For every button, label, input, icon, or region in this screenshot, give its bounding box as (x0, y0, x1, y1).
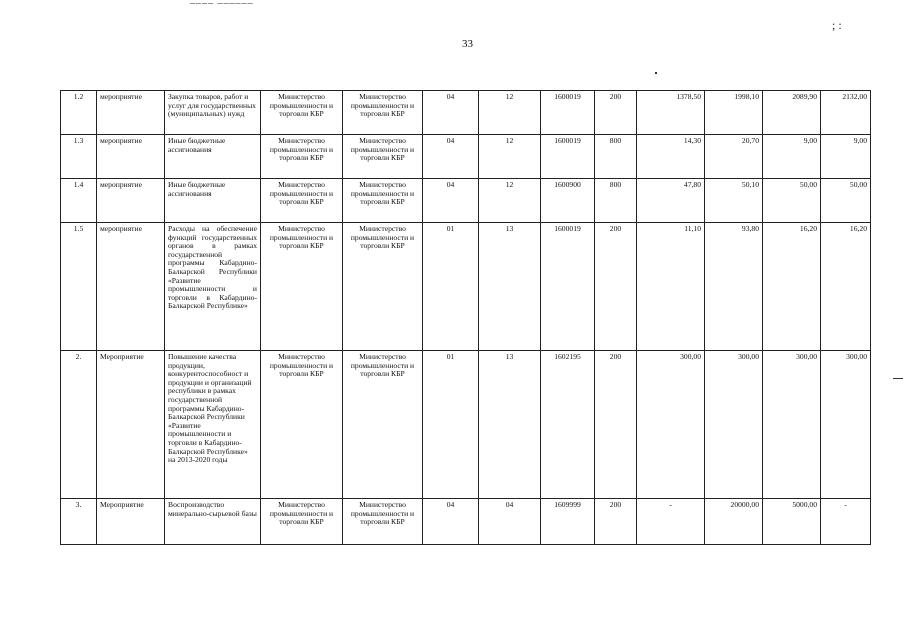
value-2: 20,70 (705, 135, 763, 179)
scan-edge-mark (893, 378, 903, 379)
budget-code-4: 800 (595, 179, 637, 223)
budget-code-3: 1600019 (541, 223, 595, 351)
row-type: Мероприятие (97, 499, 165, 545)
value-1: 11,10 (637, 223, 705, 351)
table-row (61, 135, 871, 179)
table-row (61, 223, 871, 351)
row-number: 1.4 (61, 179, 97, 223)
budget-code-2: 12 (479, 135, 541, 179)
budget-code-1: 01 (423, 351, 479, 499)
value-1: 47,80 (637, 179, 705, 223)
co-executor: Министерство промышленности и торговли КБР (343, 351, 423, 499)
budget-code-2: 13 (479, 351, 541, 499)
responsible-executor: Министерство промышленности и торговли КБР (261, 179, 343, 223)
responsible-executor: Министерство промышленности и торговли КБР (261, 499, 343, 545)
value-2: 93,80 (705, 223, 763, 351)
value-2: 1998,10 (705, 91, 763, 135)
budget-code-3: 1602195 (541, 351, 595, 499)
budget-code-4: 200 (595, 351, 637, 499)
value-2: 300,00 (705, 351, 763, 499)
responsible-executor: Министерство промышленности и торговли КБР (261, 135, 343, 179)
row-type: мероприятие (97, 135, 165, 179)
value-4: 50,00 (821, 179, 871, 223)
table-row (61, 351, 871, 499)
budget-code-1: 04 (423, 135, 479, 179)
budget-code-4: 200 (595, 223, 637, 351)
budget-code-3: 1600019 (541, 91, 595, 135)
value-1: 300,00 (637, 351, 705, 499)
row-number: 2. (61, 351, 97, 499)
co-executor: Министерство промышленности и торговли КБР (343, 179, 423, 223)
budget-code-3: 1609999 (541, 499, 595, 545)
co-executor: Министерство промышленности и торговли КБР (343, 223, 423, 351)
budget-code-1: 01 (423, 223, 479, 351)
budget-code-2: 12 (479, 91, 541, 135)
co-executor: Министерство промышленности и торговли КБР (343, 91, 423, 135)
value-4: 16,20 (821, 223, 871, 351)
value-4: - (821, 499, 871, 545)
value-2: 20000,00 (705, 499, 763, 545)
value-3: 5000,00 (763, 499, 821, 545)
row-name: Закупка товаров, работ и услуг для государственных (муниципальных) нужд (165, 91, 261, 135)
table-row (61, 179, 871, 223)
budget-code-4: 200 (595, 499, 637, 545)
scan-speck (655, 72, 657, 74)
budget-code-3: 1600019 (541, 135, 595, 179)
value-3: 2089,90 (763, 91, 821, 135)
scan-corner-marks: ; : (832, 18, 842, 32)
row-number: 1.2 (61, 91, 97, 135)
co-executor: Министерство промышленности и торговли КБР (343, 499, 423, 545)
budget-code-4: 800 (595, 135, 637, 179)
row-type: мероприятие (97, 223, 165, 351)
row-type: Мероприятие (97, 351, 165, 499)
table-row (61, 91, 871, 135)
value-3: 9,00 (763, 135, 821, 179)
value-3: 16,20 (763, 223, 821, 351)
responsible-executor: Министерство промышленности и торговли КБР (261, 351, 343, 499)
row-name: Иные бюджетные ассигнования (165, 135, 261, 179)
value-1: 1378,50 (637, 91, 705, 135)
value-4: 9,00 (821, 135, 871, 179)
budget-code-2: 04 (479, 499, 541, 545)
row-number: 1.5 (61, 223, 97, 351)
row-number: 3. (61, 499, 97, 545)
budget-code-3: 1600900 (541, 179, 595, 223)
value-4: 300,00 (821, 351, 871, 499)
value-2: 50,10 (705, 179, 763, 223)
value-3: 50,00 (763, 179, 821, 223)
row-type: мероприятие (97, 91, 165, 135)
responsible-executor: Министерство промышленности и торговли КБР (261, 91, 343, 135)
responsible-executor: Министерство промышленности и торговли КБР (261, 223, 343, 351)
row-name: Иные бюджетные ассигнования (165, 179, 261, 223)
budget-code-2: 13 (479, 223, 541, 351)
scan-header-marks (190, 0, 254, 5)
row-type: мероприятие (97, 179, 165, 223)
row-name: Повышение качества продукции, конкурентоспособност и продукции и организаций республики в рамках государственной программы Кабардино-Балкарской Республики «Развитие промышленности и торговли в Кабардино-Балкарской Республике» на 2013-2020 годы (165, 351, 261, 499)
value-1: 14,30 (637, 135, 705, 179)
value-3: 300,00 (763, 351, 821, 499)
budget-code-1: 04 (423, 91, 479, 135)
value-4: 2132,00 (821, 91, 871, 135)
row-name: Расходы на обеспечение функций государственных органов в рамках государственной программы Кабардино-Балкарской Республики «Развитие промышленности и торговли в Кабардино-Балкарской Республике» (165, 223, 261, 351)
value-1: - (637, 499, 705, 545)
budget-code-1: 04 (423, 179, 479, 223)
budget-table (60, 90, 871, 545)
table-row (61, 499, 871, 545)
page-number: 33 (462, 38, 473, 50)
row-number: 1.3 (61, 135, 97, 179)
budget-code-1: 04 (423, 499, 479, 545)
co-executor: Министерство промышленности и торговли КБР (343, 135, 423, 179)
row-name: Воспроизводство минерально-сырьевой базы (165, 499, 261, 545)
budget-code-2: 12 (479, 179, 541, 223)
budget-code-4: 200 (595, 91, 637, 135)
